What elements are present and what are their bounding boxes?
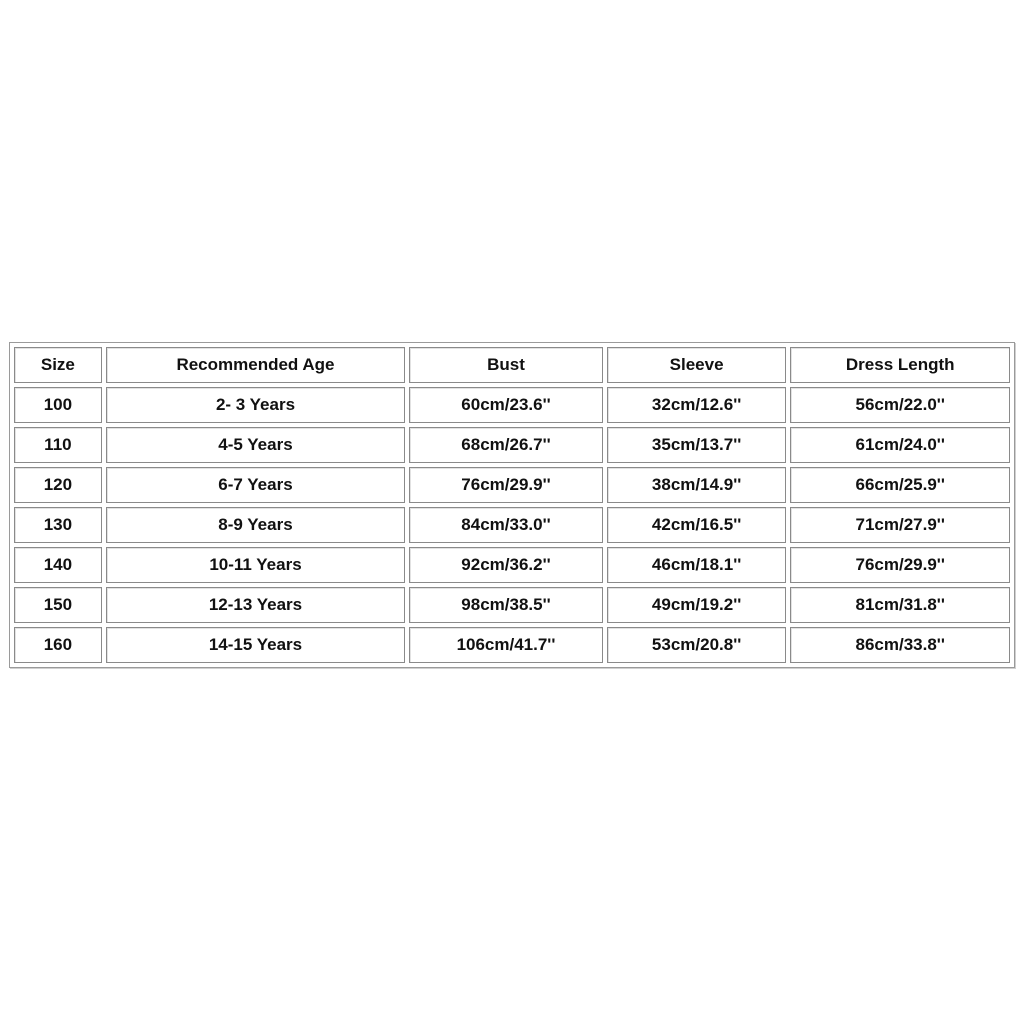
header-bust: Bust <box>409 347 603 383</box>
size-chart-table <box>9 342 1015 668</box>
cell-dress-length: 66cm/25.9'' <box>790 467 1010 503</box>
cell-size: 100 <box>14 387 102 423</box>
cell-sleeve: 42cm/16.5'' <box>607 507 787 543</box>
cell-size: 140 <box>14 547 102 583</box>
table-row <box>14 387 1010 423</box>
cell-dress-length: 61cm/24.0'' <box>790 427 1010 463</box>
cell-recommended-age: 12-13 Years <box>106 587 405 623</box>
cell-dress-length: 86cm/33.8'' <box>790 627 1010 663</box>
table-header <box>14 347 1010 383</box>
cell-bust: 92cm/36.2'' <box>409 547 603 583</box>
cell-dress-length: 81cm/31.8'' <box>790 587 1010 623</box>
header-recommended-age: Recommended Age <box>106 347 405 383</box>
cell-size: 110 <box>14 427 102 463</box>
cell-sleeve: 32cm/12.6'' <box>607 387 787 423</box>
cell-bust: 76cm/29.9'' <box>409 467 603 503</box>
cell-bust: 84cm/33.0'' <box>409 507 603 543</box>
table-body <box>14 387 1010 663</box>
cell-size: 160 <box>14 627 102 663</box>
table-row <box>14 427 1010 463</box>
cell-sleeve: 46cm/18.1'' <box>607 547 787 583</box>
cell-bust: 106cm/41.7'' <box>409 627 603 663</box>
cell-size: 120 <box>14 467 102 503</box>
cell-dress-length: 56cm/22.0'' <box>790 387 1010 423</box>
cell-dress-length: 76cm/29.9'' <box>790 547 1010 583</box>
cell-size: 150 <box>14 587 102 623</box>
cell-recommended-age: 4-5 Years <box>106 427 405 463</box>
cell-recommended-age: 2- 3 Years <box>106 387 405 423</box>
table-row <box>14 627 1010 663</box>
cell-sleeve: 53cm/20.8'' <box>607 627 787 663</box>
cell-sleeve: 38cm/14.9'' <box>607 467 787 503</box>
cell-dress-length: 71cm/27.9'' <box>790 507 1010 543</box>
table-row <box>14 507 1010 543</box>
header-size: Size <box>14 347 102 383</box>
cell-recommended-age: 10-11 Years <box>106 547 405 583</box>
cell-sleeve: 35cm/13.7'' <box>607 427 787 463</box>
cell-recommended-age: 6-7 Years <box>106 467 405 503</box>
cell-sleeve: 49cm/19.2'' <box>607 587 787 623</box>
cell-recommended-age: 14-15 Years <box>106 627 405 663</box>
cell-size: 130 <box>14 507 102 543</box>
cell-bust: 98cm/38.5'' <box>409 587 603 623</box>
cell-recommended-age: 8-9 Years <box>106 507 405 543</box>
cell-bust: 68cm/26.7'' <box>409 427 603 463</box>
table-row <box>14 467 1010 503</box>
table-row <box>14 587 1010 623</box>
cell-bust: 60cm/23.6'' <box>409 387 603 423</box>
table-row <box>14 547 1010 583</box>
header-dress-length: Dress Length <box>790 347 1010 383</box>
header-sleeve: Sleeve <box>607 347 787 383</box>
header-row <box>14 347 1010 383</box>
